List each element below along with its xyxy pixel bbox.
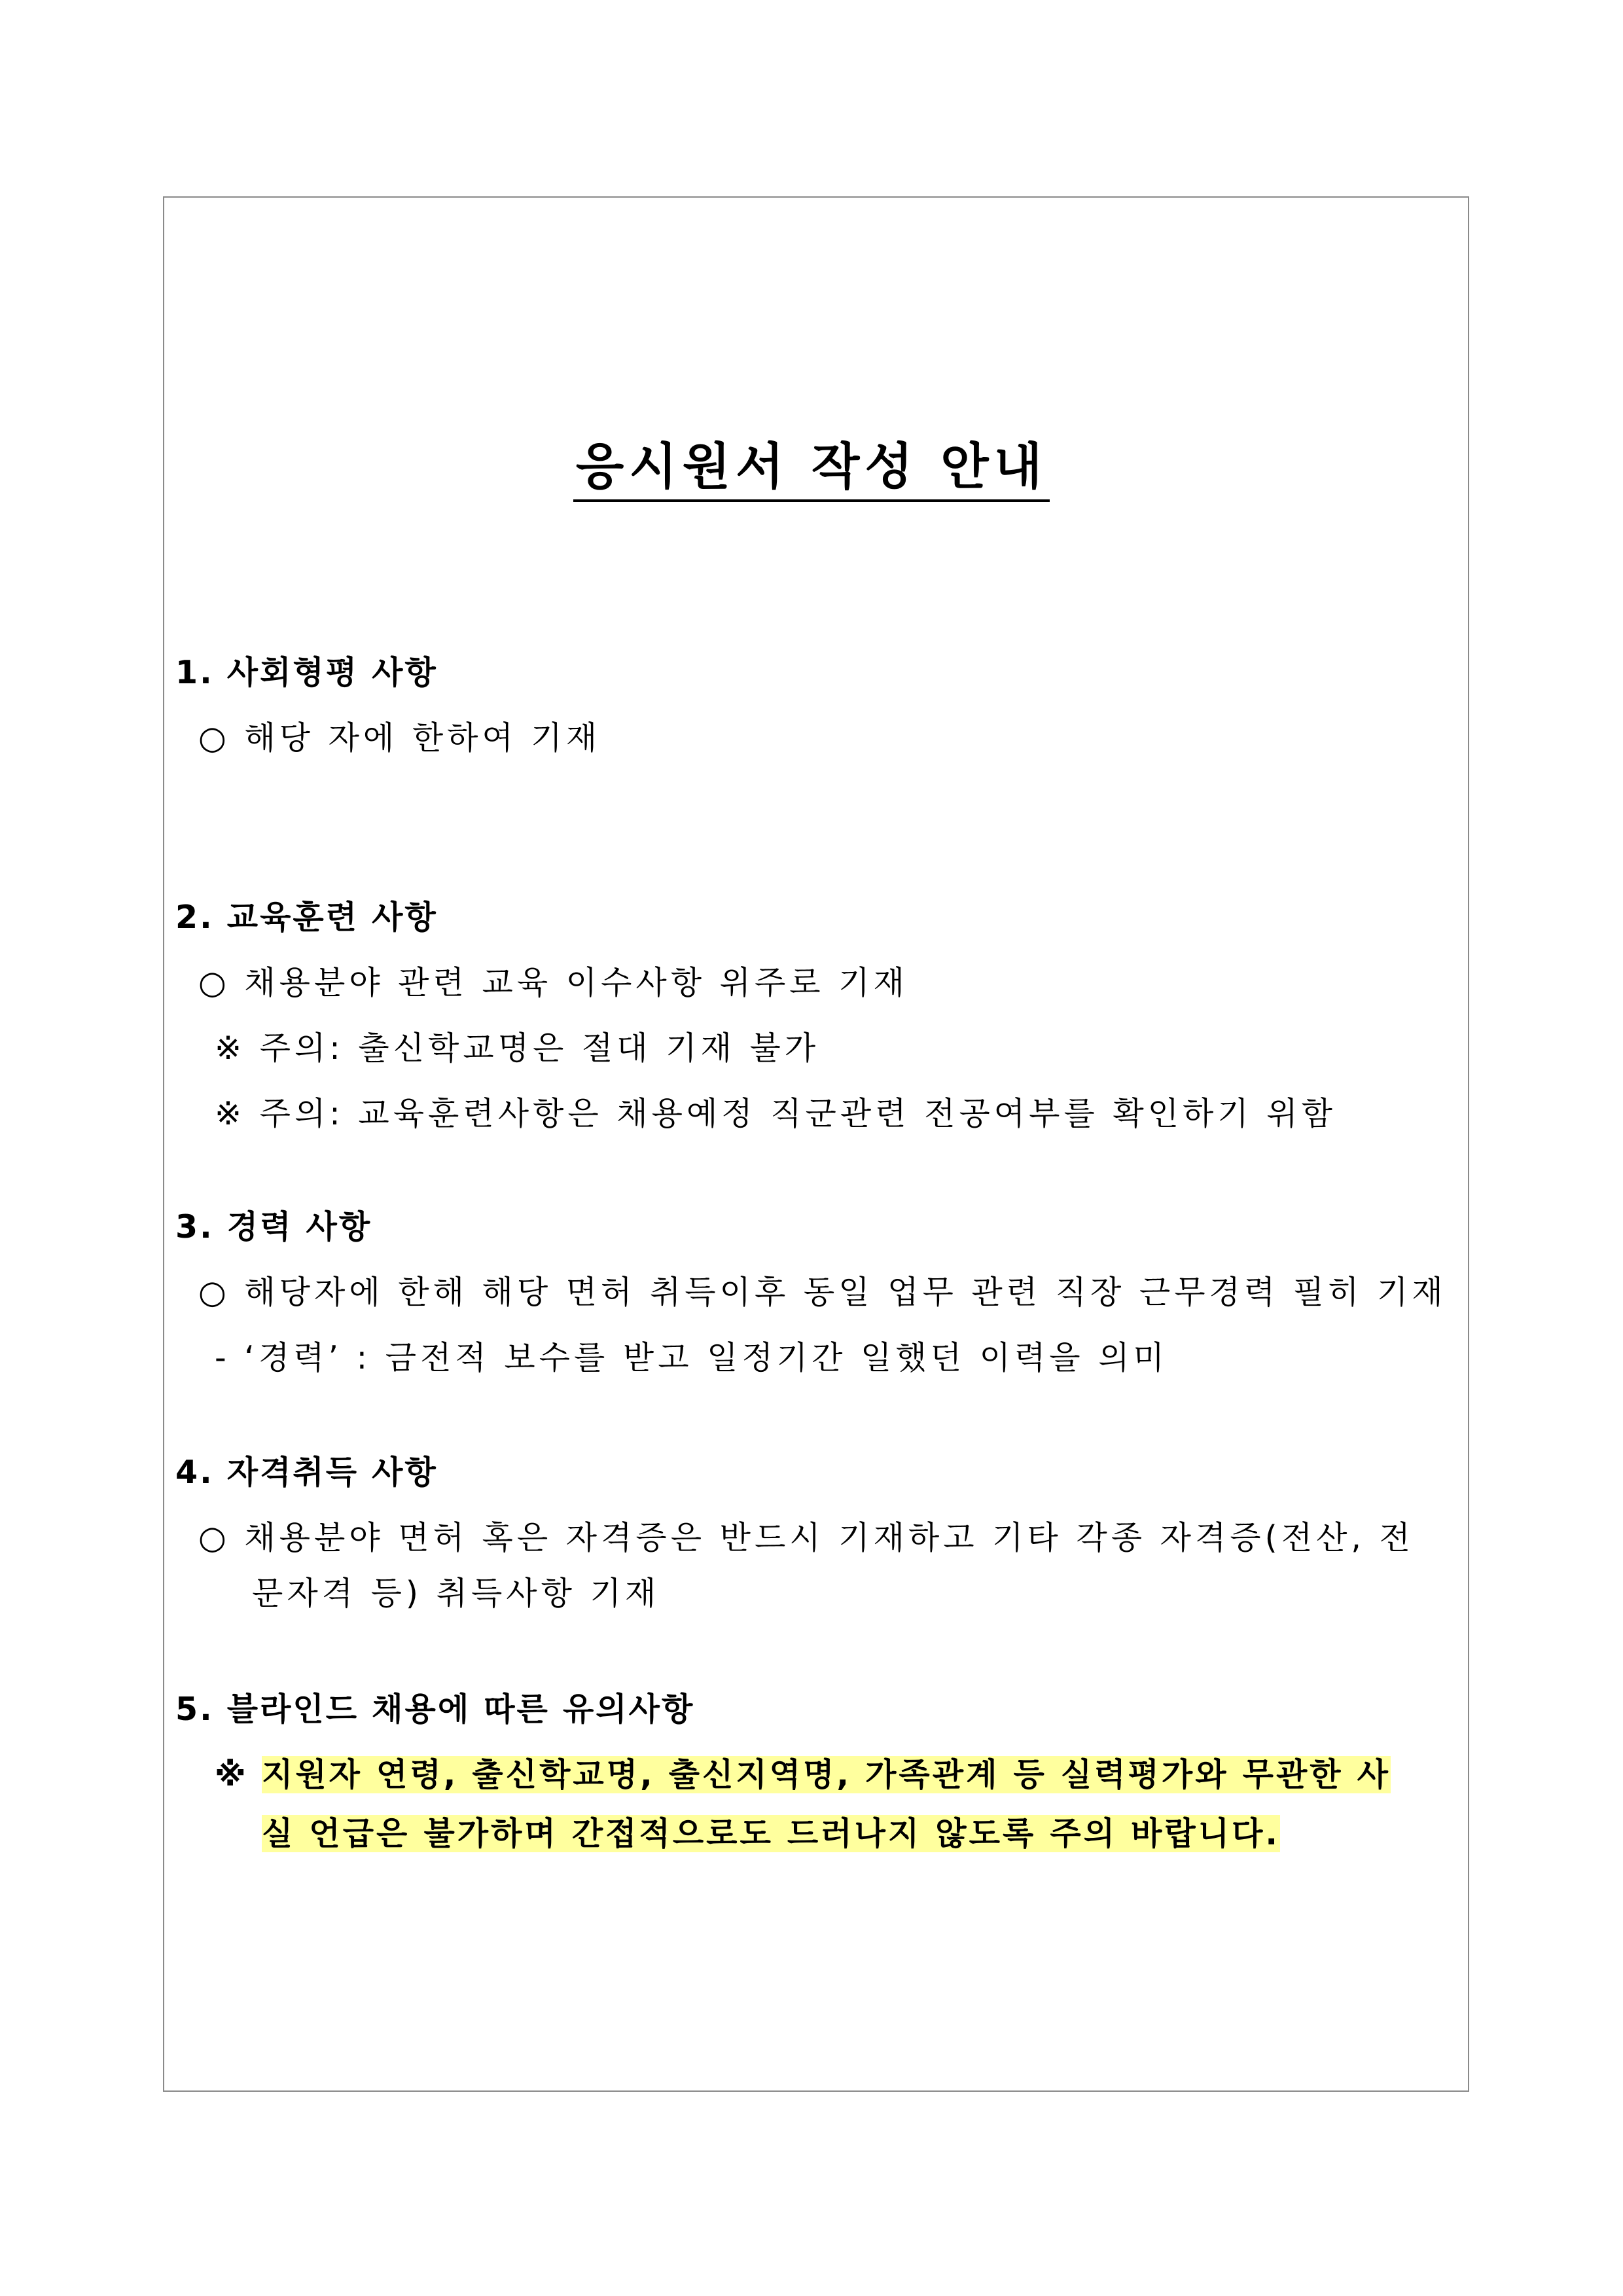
section-3-heading: 3. 경력 사항 — [175, 1208, 372, 1246]
section-2-line-2: ※ 주의: 출신학교명은 절대 기재 불가 — [215, 1030, 820, 1067]
section-5-line-1-wrap — [262, 1755, 1391, 1795]
notice-mark: ※ — [215, 1756, 246, 1793]
page-title — [0, 427, 1623, 498]
section-1-heading: 1. 사회형평 사항 — [175, 654, 438, 691]
section-3-line-1: ○ 해당자에 한해 해당 면허 취득이후 동일 업무 관련 직장 근무경력 필히 기재 — [198, 1274, 1447, 1311]
section-2-heading: 2. 교육훈련 사항 — [175, 899, 438, 936]
section-2-line-3: ※ 주의: 교육훈련사항은 채용예정 직군관련 전공여부를 확인하기 위함 — [215, 1095, 1336, 1132]
section-5-line-1: 지원자 연령, 출신학교명, 출신지역명, 가족관계 등 실력평가와 무관한 사 — [262, 1756, 1391, 1793]
page-title-text: 응시원서 작성 안내 — [573, 437, 1050, 502]
section-1-line-1: ○ 해당 자에 한하여 기재 — [198, 719, 601, 757]
section-5-heading: 5. 블라인드 채용에 따른 유의사항 — [175, 1691, 695, 1728]
section-4-line-1: ○ 채용분야 면허 혹은 자격증은 반드시 기재하고 기타 각종 자격증(전산, 전 — [198, 1519, 1414, 1556]
section-5-line-2-wrap — [262, 1814, 1280, 1854]
section-4-heading: 4. 자격취득 사항 — [175, 1454, 438, 1491]
section-3-line-2: - ‘경력’ : 금전적 보수를 받고 일정기간 일했던 이력을 의미 — [215, 1339, 1168, 1376]
section-5-line-2: 실 언급은 불가하며 간접적으로도 드러나지 않도록 주의 바랍니다. — [262, 1815, 1281, 1852]
section-2-line-1: ○ 채용분야 관련 교육 이수사항 위주로 기재 — [198, 964, 908, 1001]
section-4-line-2: 문자격 등) 취득사항 기재 — [252, 1575, 660, 1612]
